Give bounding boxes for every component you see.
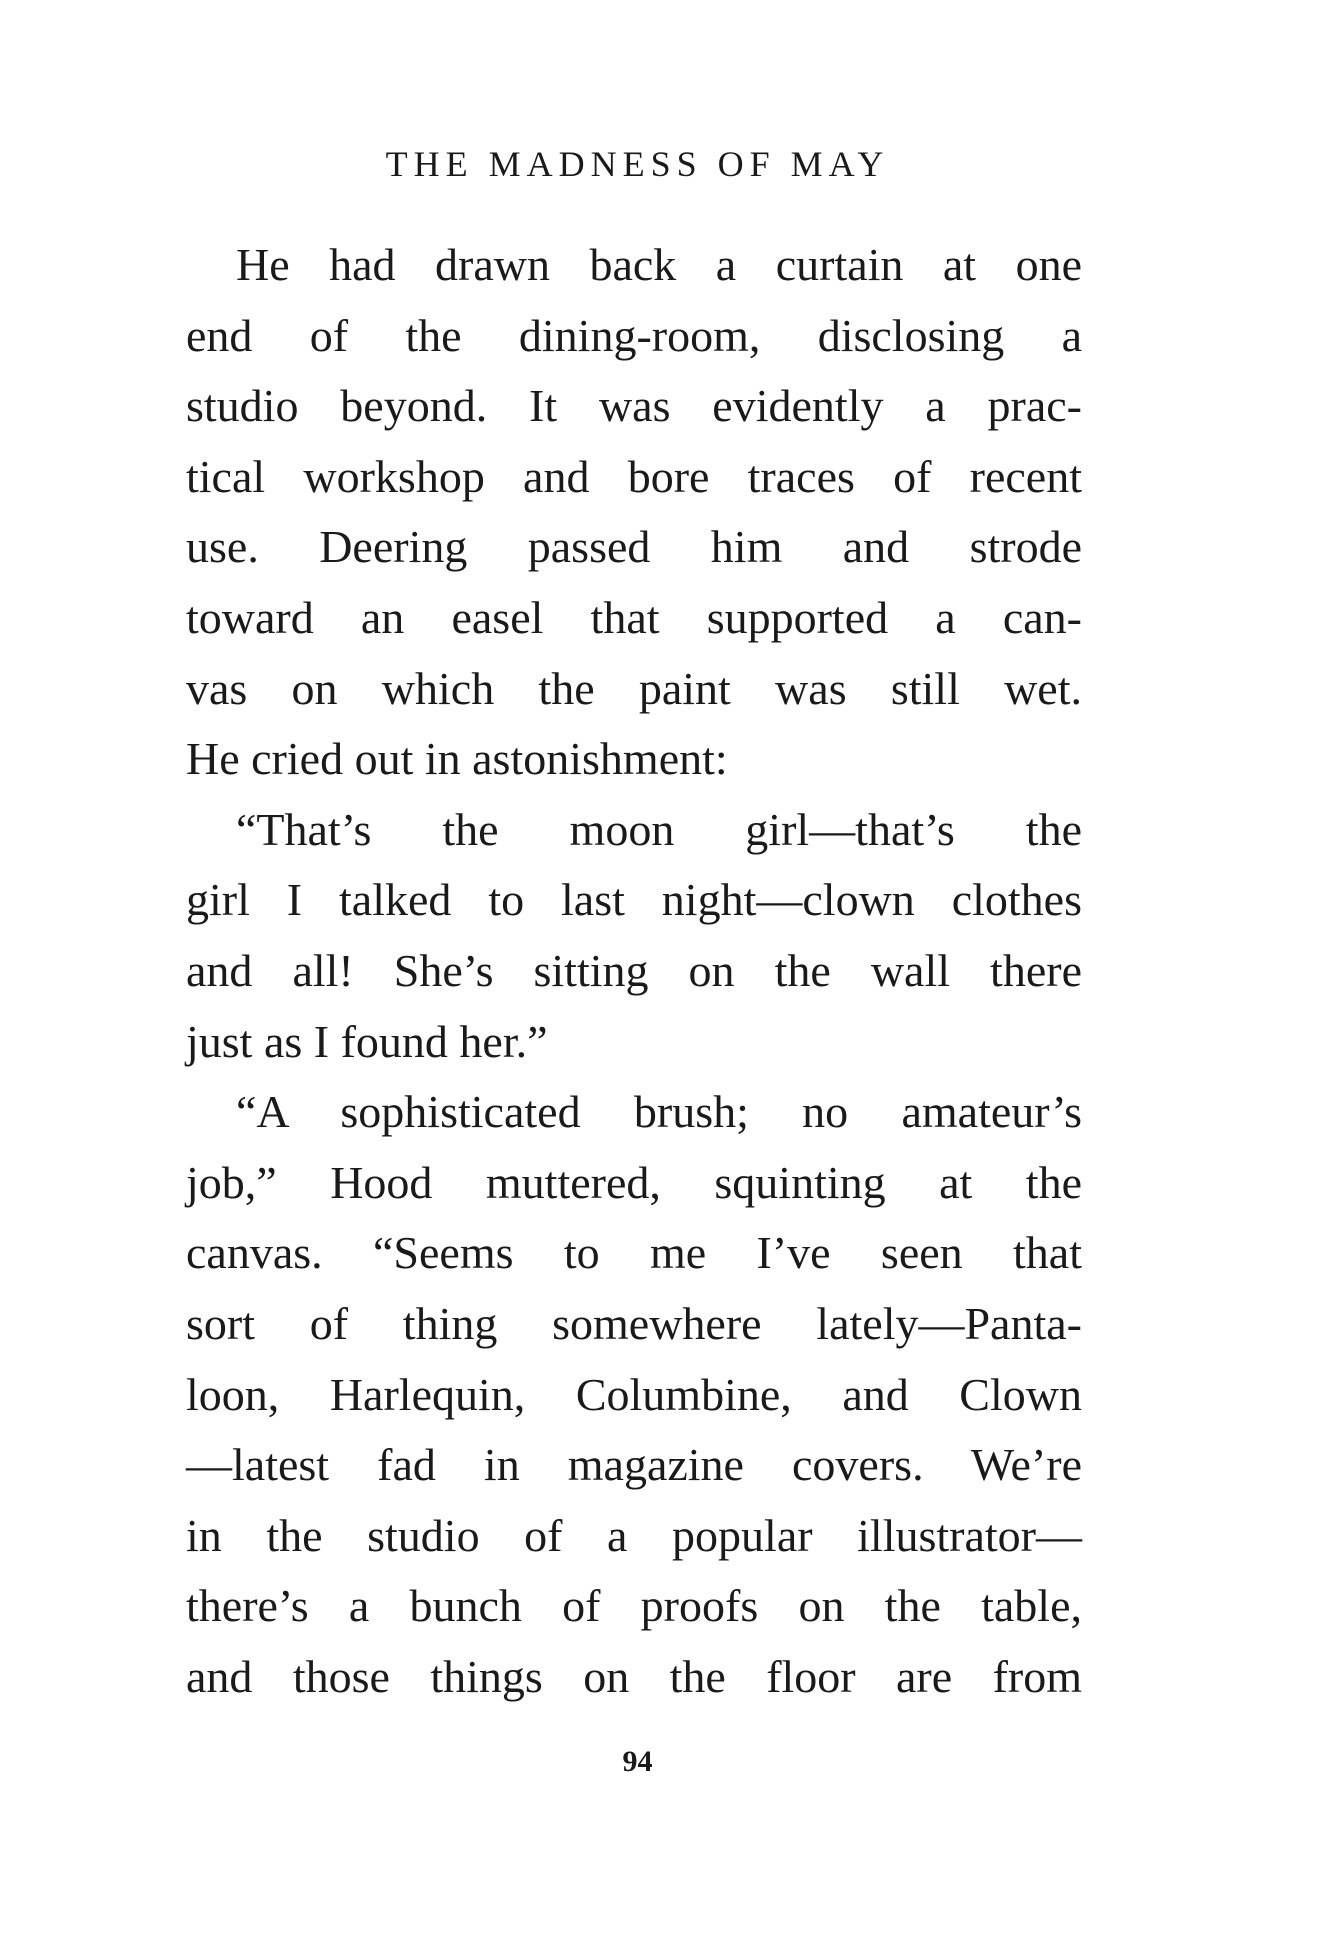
text-line: tical workshop and bore traces of recent: [186, 450, 1082, 502]
text-line: and all! She’s sitting on the wall there: [186, 944, 1082, 996]
text-line: end of the dining-room, disclosing a: [186, 309, 1082, 361]
running-head: THE MADNESS OF MAY: [385, 144, 890, 184]
text-line: vas on which the paint was still wet.: [186, 662, 1082, 714]
text-line: and those things on the floor are from: [186, 1650, 1082, 1702]
text-line: “That’s the moon girl—that’s the: [236, 803, 1082, 855]
text-line: there’s a bunch of proofs on the table,: [186, 1580, 1082, 1632]
text-line: He had drawn back a curtain at one: [236, 239, 1082, 290]
text-line: girl I talked to last night—clown clothes: [186, 874, 1082, 926]
text-line: just as I found her.”: [186, 1015, 548, 1067]
text-line: use. Deering passed him and strode: [186, 521, 1082, 573]
text-line: —latest fad in magazine covers. We’re: [186, 1439, 1082, 1491]
text-line: “A sophisticated brush; no amateur’s: [236, 1086, 1082, 1138]
text-line: He cried out in astonishment:: [186, 733, 728, 785]
page-number: 94: [622, 1745, 653, 1778]
body-text: [186, 230, 1082, 1712]
text-line: canvas. “Seems to me I’ve seen that: [186, 1227, 1082, 1279]
text-line: loon, Harlequin, Columbine, and Clown: [186, 1368, 1082, 1420]
text-line: job,” Hood muttered, squinting at the: [186, 1156, 1082, 1208]
text-line: toward an easel that supported a can-: [186, 591, 1082, 643]
text-line: in the studio of a popular illustrator—: [186, 1509, 1082, 1561]
text-line: sort of thing somewhere lately—Panta-: [186, 1297, 1082, 1349]
text-line: studio beyond. It was evidently a prac-: [186, 380, 1082, 432]
